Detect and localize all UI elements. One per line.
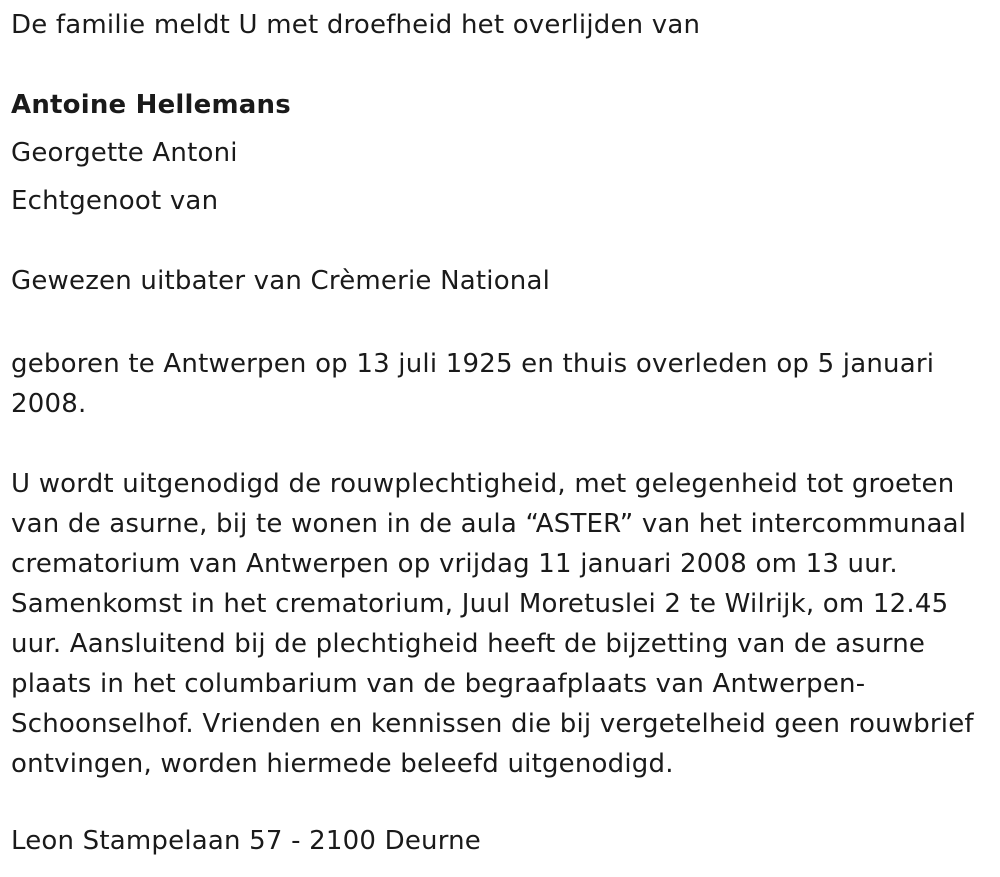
- deceased-name: Antoine Hellemans: [11, 90, 291, 120]
- occupation-text: Gewezen uitbater van Crèmerie National: [11, 266, 551, 296]
- relation-text: Echtgenoot van: [11, 186, 219, 216]
- address-text: Leon Stampelaan 57 - 2100 Deurne: [11, 826, 481, 856]
- spouse-name: Georgette Antoni: [11, 138, 238, 168]
- intro-text: De familie meldt U met droefheid het overlijden van: [11, 10, 701, 40]
- invitation-text: U wordt uitgenodigd de rouwplechtigheid, met gelegenheid tot groeten van de asurne, bij te wonen in de aula “ASTER” van het intercommunaal crematorium van Antwerpen op vrijdag 11 januari 2008 om 13 uur. Samenkomst in het crematorium, Juul Moretuslei 2 te Wilrijk, om 12.45 uur. Aansluitend bij de plechtigheid heeft de bijzetting van de asurne plaats in het columbarium van de begraafplaats van Antwerpen-Schoonselhof. Vrienden en kennissen die bij vergetelheid geen rouwbrief ontvingen, worden hiermede beleefd uitgenodigd.: [11, 469, 974, 779]
- birth-death-text: geboren te Antwerpen op 13 juli 1925 en thuis overleden op 5 januari 2008.: [11, 349, 935, 419]
